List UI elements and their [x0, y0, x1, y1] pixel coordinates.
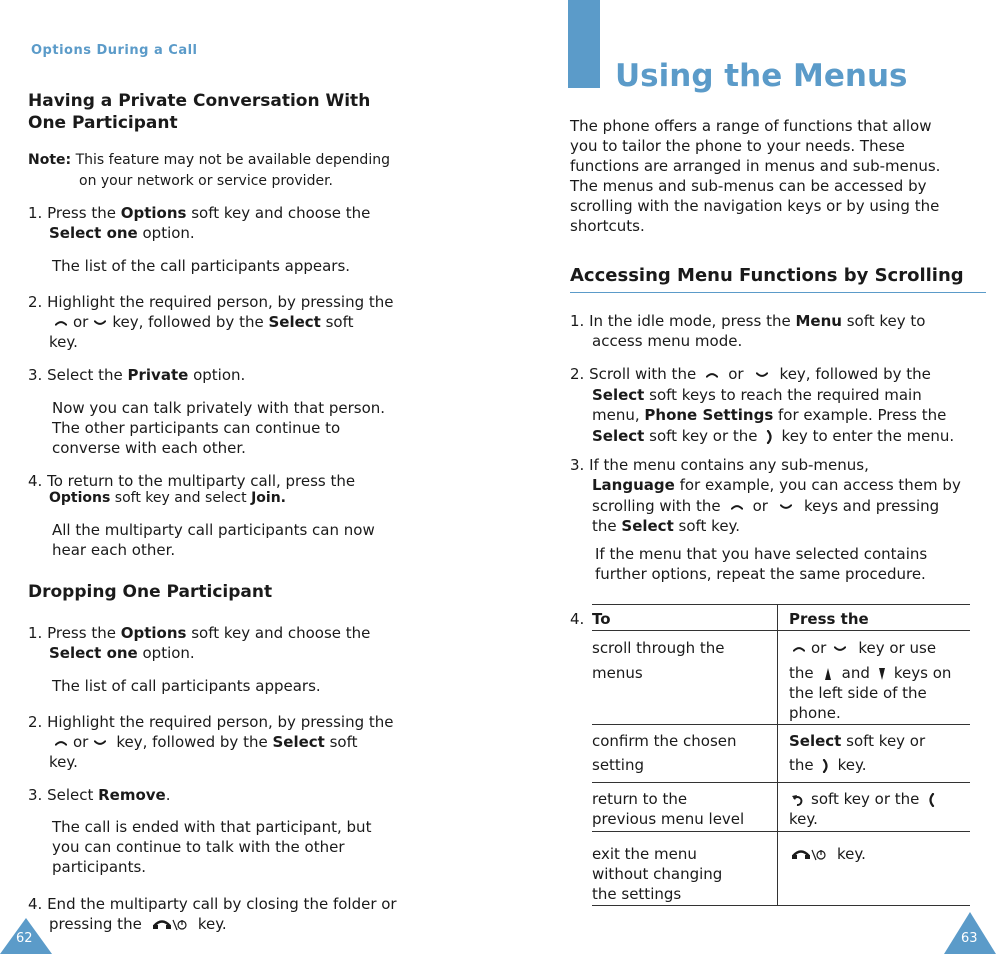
s1-step4: 4. To return to the multiparty call, press the — [28, 472, 356, 490]
text: the — [789, 664, 814, 682]
text: key. — [197, 915, 227, 933]
table-row4-keys — [789, 844, 866, 864]
options-term: Options — [120, 624, 187, 642]
text-line: converse with each other. — [52, 439, 246, 457]
text: and — [841, 664, 870, 682]
private-term: Private — [127, 366, 189, 384]
table-top-rule — [592, 604, 970, 605]
text: 1. Press the — [28, 624, 121, 642]
s1-step3 — [28, 365, 245, 385]
section-title-private — [28, 90, 370, 134]
table-row1-keys — [789, 638, 936, 658]
text: key. — [837, 845, 866, 863]
text-line: exit the menu — [592, 845, 697, 863]
text: 3. Select the — [28, 366, 128, 384]
ok-key-icon — [766, 430, 774, 444]
r-step4-number: 4. — [570, 610, 585, 628]
table-row1-action — [592, 638, 725, 683]
s2-step1 — [28, 623, 370, 643]
r-step3-cont — [592, 475, 961, 495]
select-term: Select — [592, 427, 645, 445]
s1-step4-cont — [49, 488, 286, 508]
text: for example, you can access them by — [674, 476, 961, 494]
ok-key-icon — [822, 759, 830, 773]
end-power-key-icon — [791, 848, 827, 862]
s2-step1-cont — [49, 643, 195, 663]
text-line: scrolling with the navigation keys or by using the — [570, 197, 940, 215]
text-line: confirm the chosen — [592, 732, 737, 750]
s2-step1-sub: The list of call participants appears. — [52, 677, 321, 695]
page-title: Using the Menus — [615, 58, 908, 94]
text: soft key and select — [110, 490, 252, 506]
note-label: Note: — [28, 152, 72, 168]
section-divider — [570, 292, 986, 293]
volume-up-icon — [824, 667, 832, 681]
menu-term: Menu — [795, 312, 842, 330]
text-line: If the menu that you have selected contains — [595, 545, 928, 563]
title-accent-bar — [568, 0, 600, 88]
end-power-key-icon — [152, 918, 188, 932]
r-step2-cont3 — [592, 426, 954, 446]
language-term: Language — [592, 476, 675, 494]
r-step2-cont2 — [592, 405, 946, 425]
text: 3. Select — [28, 786, 99, 804]
r-step2-cont — [592, 385, 922, 405]
text-line: you to tailor the phone to your needs. These — [570, 137, 905, 155]
note-text-line2: on your network or service provider. — [79, 173, 333, 189]
nav-up-icon — [793, 645, 805, 653]
text: 2. Scroll with the — [570, 365, 697, 383]
table-row-rule — [592, 724, 970, 725]
text-line: phone. — [789, 704, 841, 722]
select-term: Select — [621, 517, 674, 535]
remove-term: Remove — [98, 786, 166, 804]
text: the — [789, 756, 814, 774]
back-key-icon — [791, 793, 803, 807]
table-row4-action — [592, 844, 722, 904]
text: the — [592, 517, 622, 535]
text: soft key to — [841, 312, 926, 330]
nav-down-icon — [780, 503, 792, 511]
nav-down-icon — [756, 371, 768, 379]
select-term: Select — [268, 313, 321, 331]
text-line: previous menu level — [592, 810, 745, 828]
table-row3-keys2: key. — [789, 810, 818, 828]
page-number-right: 63 — [961, 931, 978, 946]
text-line: without changing — [592, 865, 723, 883]
intro-paragraph — [570, 116, 940, 236]
text: or — [73, 313, 89, 331]
text: option. — [137, 644, 195, 662]
text: keys and pressing — [803, 497, 940, 515]
nav-up-icon — [55, 319, 67, 327]
text: soft — [324, 733, 358, 751]
text: key or use — [858, 639, 937, 657]
table-row1-keys2 — [789, 663, 951, 683]
text: for example. Press the — [773, 406, 947, 424]
text-line: participants. — [52, 858, 147, 876]
options-term: Options — [49, 490, 111, 506]
nav-up-icon — [731, 503, 743, 511]
section-title-scrolling: Accessing Menu Functions by Scrolling — [570, 265, 964, 286]
text-line: The phone offers a range of functions that allow — [570, 117, 932, 135]
s1-step3-sub — [52, 398, 385, 458]
table-row-rule — [592, 831, 970, 832]
r-step3-cont3 — [592, 516, 740, 536]
phone-settings-term: Phone Settings — [644, 406, 774, 424]
s2-step4-cont — [49, 914, 227, 934]
text-line: The call is ended with that participant, but — [52, 818, 372, 836]
table-header-press: Press the — [789, 610, 869, 628]
text: 1. In the idle mode, press the — [570, 312, 796, 330]
s2-step2-cont2: key. — [49, 753, 78, 771]
text: or — [728, 365, 744, 383]
s1-step2-cont — [49, 312, 354, 332]
text-line: Now you can talk privately with that person. — [52, 399, 386, 417]
text-line: functions are arranged in menus and sub-menus. — [570, 157, 941, 175]
nav-up-icon — [706, 371, 718, 379]
volume-down-icon — [878, 667, 886, 681]
text: or — [73, 733, 89, 751]
text: option. — [137, 224, 195, 242]
text: soft key. — [673, 517, 741, 535]
text: option. — [188, 366, 246, 384]
s2-step3-sub — [52, 817, 371, 877]
text: pressing the — [49, 915, 142, 933]
nav-down-icon — [94, 319, 106, 327]
text: soft key or the — [644, 427, 758, 445]
text-line: return to the — [592, 790, 688, 808]
table-row1-keys3 — [789, 683, 927, 723]
text-line: scroll through the — [592, 639, 725, 657]
s2-step4: 4. End the multiparty call by closing the folder or — [28, 895, 397, 913]
text: soft key or the — [811, 790, 920, 808]
text: . — [165, 786, 171, 804]
text-line: the settings — [592, 885, 682, 903]
s2-step3 — [28, 785, 171, 805]
text-line: you can continue to talk with the other — [52, 838, 345, 856]
text-line: shortcuts. — [570, 217, 645, 235]
section-title-dropping: Dropping One Participant — [28, 582, 273, 602]
s1-step4-sub — [52, 520, 375, 560]
r-step3-cont2 — [592, 496, 939, 516]
text-line: All the multiparty call participants can now — [52, 521, 375, 539]
text-line: the left side of the — [789, 684, 927, 702]
nav-down-icon — [94, 739, 106, 747]
options-term: Options — [120, 204, 187, 222]
section-title-line: One Participant — [28, 113, 178, 133]
nav-down-icon — [834, 645, 846, 653]
page-number-left: 62 — [16, 931, 33, 946]
text: key to enter the menu. — [781, 427, 955, 445]
text: key, followed by the — [112, 313, 269, 331]
table-row3-action — [592, 789, 744, 829]
table-row2-keys2 — [789, 755, 867, 775]
text: or — [811, 639, 827, 657]
table-row2-action — [592, 731, 737, 775]
note-block — [28, 150, 390, 170]
s1-step2-cont2: key. — [49, 333, 78, 351]
s1-step1-cont — [49, 223, 195, 243]
running-header: Options During a Call — [31, 43, 198, 58]
text: keys on — [893, 664, 952, 682]
select-term: Select — [789, 732, 842, 750]
select-term: Select — [272, 733, 325, 751]
text: key, followed by the — [116, 733, 273, 751]
text: soft — [320, 313, 354, 331]
text: soft key and choose the — [186, 624, 371, 642]
select-term: Select — [592, 386, 645, 404]
table-row-rule — [592, 782, 970, 783]
select-one-term: Select one — [49, 224, 138, 242]
text-line: setting — [592, 756, 645, 774]
s2-step2: 2. Highlight the required person, by pressing the — [28, 713, 394, 731]
nav-up-icon — [55, 739, 67, 747]
table-row2-keys — [789, 731, 925, 751]
text: or — [752, 497, 768, 515]
text-line: further options, repeat the same procedure. — [595, 565, 926, 583]
text: soft key or — [841, 732, 926, 750]
table-row3-keys — [789, 789, 939, 809]
r-step2 — [570, 364, 931, 384]
s2-step2-cont — [49, 732, 358, 752]
r-step3-sub — [595, 544, 927, 584]
r-step3: 3. If the menu contains any sub-menus, — [570, 456, 869, 474]
table-header-to: To — [592, 610, 611, 628]
note-text: This feature may not be available depending — [75, 152, 390, 168]
text: 1. Press the — [28, 204, 121, 222]
table-column-rule — [777, 604, 778, 906]
text-line: The menus and sub-menus can be accessed by — [570, 177, 927, 195]
text-line: menus — [592, 664, 643, 682]
text: soft key and choose the — [186, 204, 371, 222]
text-line: hear each other. — [52, 541, 176, 559]
s1-step1 — [28, 203, 370, 223]
s1-step1-sub: The list of the call participants appears. — [52, 257, 351, 275]
section-title-line: Having a Private Conversation With — [28, 91, 371, 111]
r-step1-cont: access menu mode. — [592, 332, 743, 350]
text-line: The other participants can continue to — [52, 419, 341, 437]
r-step1 — [570, 311, 925, 331]
text: key, followed by the — [779, 365, 931, 383]
text: key. — [837, 756, 867, 774]
join-term: Join. — [251, 490, 286, 506]
s1-step2: 2. Highlight the required person, by pressing the — [28, 293, 394, 311]
text: scrolling with the — [592, 497, 721, 515]
clear-key-icon — [927, 793, 935, 807]
text: soft keys to reach the required main — [644, 386, 922, 404]
table-header-rule — [592, 630, 970, 631]
text: menu, — [592, 406, 645, 424]
table-bottom-rule — [592, 905, 970, 906]
select-one-term: Select one — [49, 644, 138, 662]
